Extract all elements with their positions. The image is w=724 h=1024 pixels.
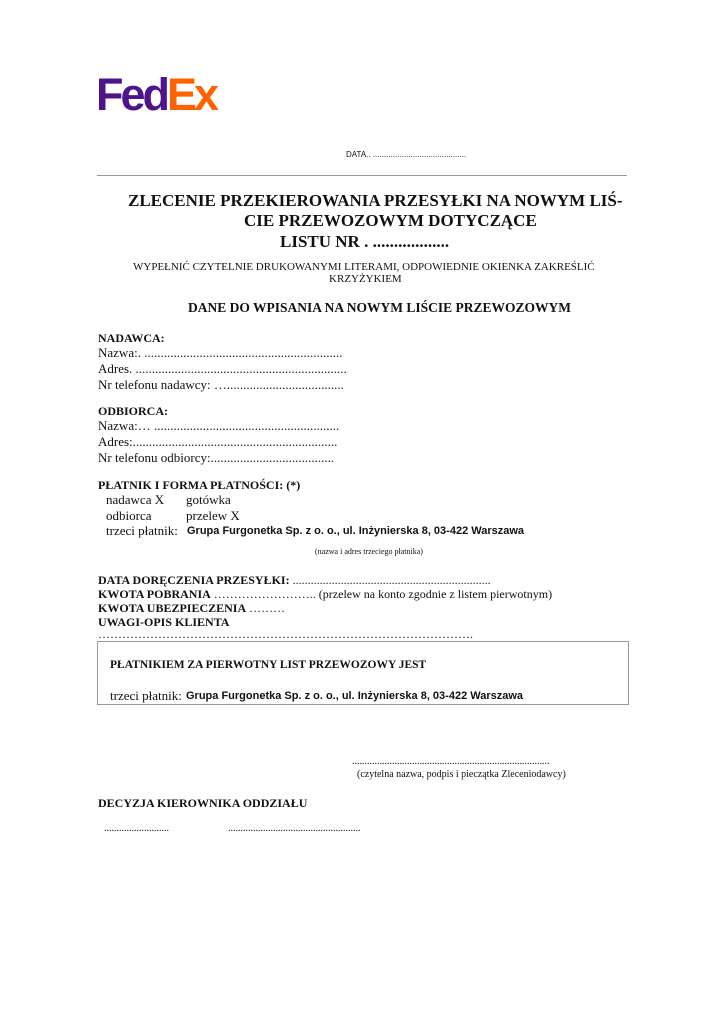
form-title-line3: LISTU NR . .................. <box>280 232 450 251</box>
sender-address-field: Adres. ................................................................. <box>98 361 347 376</box>
instruction-line2: KRZYŻYKIEM <box>329 273 402 285</box>
logo-ex: Ex <box>167 69 217 120</box>
instruction-line1: WYPEŁNIĆ CZYTELNIE DRUKOWANYMI LITERAMI, ODPOWIEDNIE OKIENKA ZAKREŚLIĆ <box>133 261 595 273</box>
signature-line: ............................................................................... <box>352 756 550 767</box>
decision-dots-right: ..................................................... <box>228 823 361 834</box>
recipient-heading: ODBIORCA: <box>98 404 169 418</box>
sender-phone-field: Nr telefonu nadawcy: ….................................... <box>98 377 344 392</box>
fedex-logo <box>96 70 216 120</box>
cod-details: …………………….. (przelew na konto zgodnie z listem pierwotnym) <box>210 587 553 601</box>
notes-dots: …………………………………………………………………………………. <box>98 627 473 641</box>
insurance-label: KWOTA UBEZPIECZENIA <box>98 601 247 615</box>
payer-sender-option: nadawca X <box>106 492 165 507</box>
original-payer-label: trzeci płatnik: <box>110 688 182 703</box>
payer-third-party-value: Grupa Furgonetka Sp. z o. o., ul. Inżynierska 8, 03-422 Warszawa <box>187 525 525 537</box>
insurance-row <box>98 601 285 616</box>
original-payer-heading: PŁATNIKIEM ZA PIERWOTNY LIST PRZEWOZOWY JEST <box>110 659 427 671</box>
insurance-dots: ……… <box>246 601 286 615</box>
recipient-name-field: Nazwa:… ......................................................... <box>98 418 340 433</box>
signature-note: (czytelna nazwa, podpis i pieczątka Zleceniodawcy) <box>357 769 566 780</box>
sender-name-field: Nazwa:. ............................................................. <box>98 345 343 360</box>
third-party-note: (nazwa i adres trzeciego płatnika) <box>315 547 423 556</box>
payer-third-party-label: trzeci płatnik: <box>106 523 178 538</box>
header-divider <box>97 175 627 176</box>
decision-dots-left: .......................... <box>104 823 169 834</box>
logo-fed: Fed <box>96 69 168 120</box>
form-title-line2: CIE PRZEWOZOWYM DOTYCZĄCE <box>244 211 537 230</box>
delivery-date-row <box>98 573 491 588</box>
notes-label: UWAGI-OPIS KLIENTA <box>98 615 230 629</box>
cod-row <box>98 587 552 602</box>
delivery-date-dots: .................................................................. <box>289 573 491 587</box>
section-title: DANE DO WPISANIA NA NOWYM LIŚCIE PRZEWOZOWYM <box>188 300 572 315</box>
recipient-phone-field: Nr telefonu odbiorcy:...................................... <box>98 450 335 465</box>
payer-recipient-option: odbiorca <box>106 508 152 523</box>
form-title-line1: ZLECENIE PRZEKIEROWANIA PRZESYŁKI NA NOWYM LIŚ- <box>128 191 623 210</box>
payment-transfer-option: przelew X <box>186 508 240 523</box>
decision-heading: DECYZJA KIEROWNIKA ODDZIAŁU <box>98 796 308 810</box>
cod-label: KWOTA POBRANIA <box>98 587 211 601</box>
recipient-address-field: Adres:............................................................... <box>98 434 338 449</box>
date-field: DATA.. .......................................... <box>346 150 467 159</box>
original-payer-value: Grupa Furgonetka Sp. z o. o., ul. Inżynierska 8, 03-422 Warszawa <box>186 690 524 702</box>
delivery-date-label: DATA DORĘCZENIA PRZESYŁKI: <box>98 573 290 587</box>
payment-cash-option: gotówka <box>186 492 231 507</box>
payment-heading: PŁATNIK I FORMA PŁATNOŚCI: (*) <box>98 478 301 492</box>
sender-heading: NADAWCA: <box>98 331 165 345</box>
